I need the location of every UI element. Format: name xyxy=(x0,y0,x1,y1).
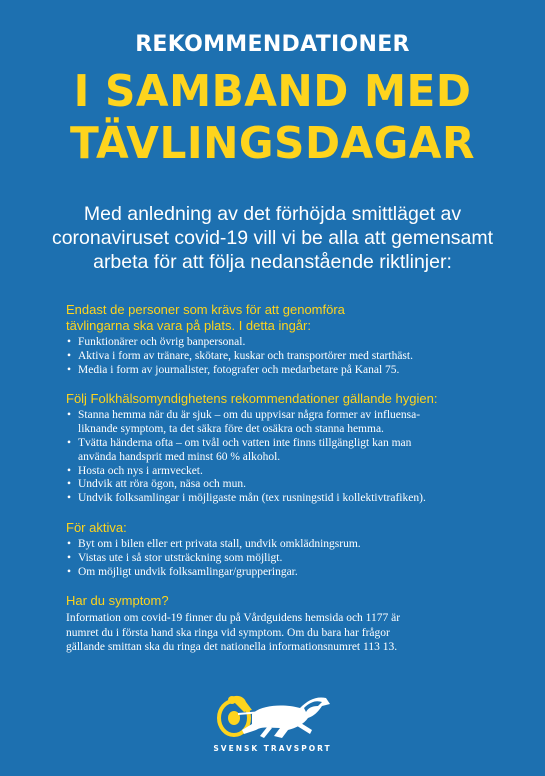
list-item xyxy=(66,409,486,437)
list-item xyxy=(66,437,486,465)
list-item-text: Tvätta händerna ofta – om tvål och vatten inte finns tillgängligt kan man xyxy=(78,436,412,449)
bullet-list xyxy=(66,336,486,377)
trotting-horse-sulky-logo-icon xyxy=(208,690,338,742)
intro-line-1: Med anledning av det förhöjda smittläget av xyxy=(83,203,462,225)
svensk-travsport-logo xyxy=(200,690,345,760)
header xyxy=(0,32,545,170)
section-personnel xyxy=(66,302,486,377)
list-item: • Vistas ute i så stor utsträckning som möjligt. xyxy=(66,552,486,566)
list-item: • Om möjligt undvik folksamlingar/grupperingar. xyxy=(66,566,486,580)
section-title-line: tävlingarna ska vara på plats. I detta ingår: xyxy=(66,318,311,333)
intro-line-2: coronaviruset covid-19 vill vi be alla att gemensamt xyxy=(51,227,494,249)
symptoms-paragraph xyxy=(66,611,486,655)
section-title: Följ Folkhälsomyndighetens rekommendationer gällande hygien: xyxy=(66,391,438,407)
section-title-line: Endast de personer som krävs för att genomföra xyxy=(66,302,345,317)
intro-line-3: arbeta för att följa nedanstående riktlinjer: xyxy=(93,251,452,273)
kicker-title: REKOMMENDATIONER xyxy=(135,32,410,57)
bullet-list xyxy=(66,409,486,506)
bullet-list xyxy=(66,538,486,579)
section-hygiene xyxy=(66,391,486,506)
list-item: • Byt om i bilen eller ert privata stall, undvik omklädningsrum. xyxy=(66,538,486,552)
headline-line-2: TÄVLINGSDAGAR xyxy=(69,118,475,169)
list-item: • Undvik folksamlingar i möjligaste mån (tex rusningstid i kollektivtrafiken). xyxy=(66,492,486,506)
section-symptoms xyxy=(66,593,486,655)
headline xyxy=(11,66,534,170)
list-item-text: använda handsprit med minst 60 % alkohol. xyxy=(78,450,281,463)
paragraph-line: numret du i första hand ska ringa vid symptom. Om du bara har frågor xyxy=(66,626,390,639)
recommendations-body xyxy=(66,302,486,669)
list-item-text: Stanna hemma när du är sjuk – om du uppvisar några former av influensa- xyxy=(78,409,421,422)
section-title: Har du symptom? xyxy=(66,593,169,609)
intro-text xyxy=(40,202,505,274)
list-item: • Media i form av journalister, fotografer och medarbetare på Kanal 75. xyxy=(66,364,486,378)
paragraph-line: Information om covid-19 finner du på Vårdguidens hemsida och 1177 är xyxy=(66,612,401,625)
section-title: För aktiva: xyxy=(66,519,127,535)
list-item: • Undvik att röra ögon, näsa och mun. xyxy=(66,478,486,492)
list-item: • Aktiva i form av tränare, skötare, kuskar och transportörer med starthäst. xyxy=(66,350,486,364)
headline-line-1: I SAMBAND MED xyxy=(73,66,472,117)
list-item: • Hosta och nys i armvecket. xyxy=(66,465,486,479)
brand-name: SVENSK TRAVSPORT xyxy=(213,744,332,753)
paragraph-line: gällande smittan ska du ringa det nationella informationsnumret 113 13. xyxy=(66,641,398,654)
section-active xyxy=(66,520,486,579)
section-title xyxy=(66,302,486,334)
list-item-text: liknande symptom, ta det säkra före det osäkra och stanna hemma. xyxy=(78,423,384,436)
list-item: • Funktionärer och övrig banpersonal. xyxy=(66,336,486,350)
